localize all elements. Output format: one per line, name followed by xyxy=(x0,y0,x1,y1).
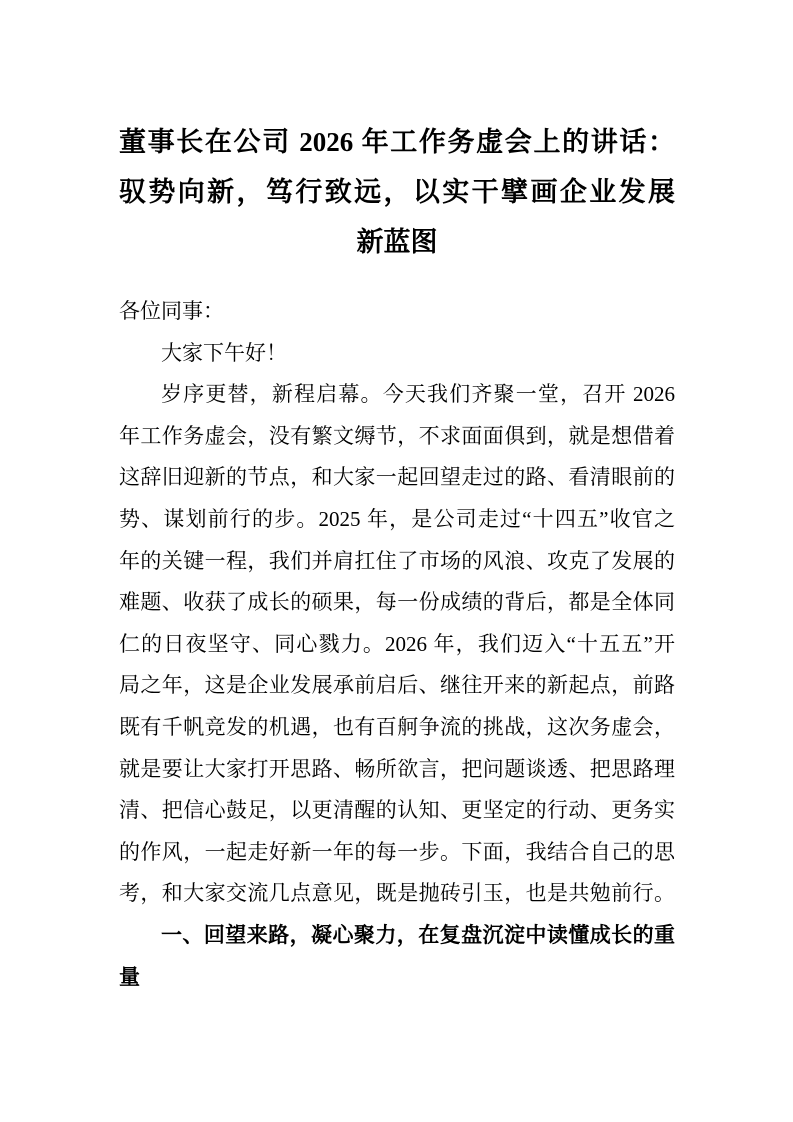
body-text-line: 清、把信心鼓足，以更清醒的认知、更坚定的行动、更务实 xyxy=(119,798,675,823)
body-text-line: 这辞旧迎新的节点，和大家一起回望走过的路、看清眼前的 xyxy=(119,465,675,490)
body-text-line: 的作风，一起走好新一年的每一步。下面，我结合自己的思 xyxy=(119,839,675,864)
body-text-line: 就是要让大家打开思路、畅所欲言，把问题谈透、把思路理 xyxy=(119,756,675,781)
section-heading-line: 一、回望来路，凝心聚力，在复盘沉淀中读懂成长的重 xyxy=(161,922,675,947)
body-text-line: 岁序更替，新程启幕。今天我们齐聚一堂，召开 2026 xyxy=(161,382,675,407)
title-line: 董事长在公司 2026 年工作务虚会上的讲话： xyxy=(119,127,675,157)
body-text-line: 年工作务虚会，没有繁文缛节，不求面面俱到，就是想借着 xyxy=(119,423,675,448)
body-text-line: 大家下午好！ xyxy=(161,340,287,365)
document-body xyxy=(119,291,675,998)
title-line: 驭势向新，笃行致远，以实干擘画企业发展 xyxy=(119,177,675,207)
section-heading-line: 量 xyxy=(119,964,140,989)
body-text-line: 年的关键一程，我们并肩扛住了市场的风浪、攻克了发展的 xyxy=(119,548,675,573)
body-text-line: 难题、收获了成长的硕果，每一份成绩的背后，都是全体同 xyxy=(119,590,675,615)
body-text-line: 局之年，这是企业发展承前启后、继往开来的新起点，前路 xyxy=(119,673,675,698)
body-text-line: 势、谋划前行的步。2025 年，是公司走过“十四五”收官之 xyxy=(119,506,675,531)
document-title xyxy=(119,117,675,267)
body-text-line: 各位同事： xyxy=(119,299,224,323)
body-text-line: 仁的日夜坚守、同心戮力。2026 年，我们迈入“十五五”开 xyxy=(119,631,675,656)
body-text-line: 既有千帆竞发的机遇，也有百舸争流的挑战，这次务虚会， xyxy=(119,714,675,739)
title-line: 新蓝图 xyxy=(356,227,438,257)
body-text-line: 考，和大家交流几点意见，既是抛砖引玉，也是共勉前行。 xyxy=(119,881,675,906)
